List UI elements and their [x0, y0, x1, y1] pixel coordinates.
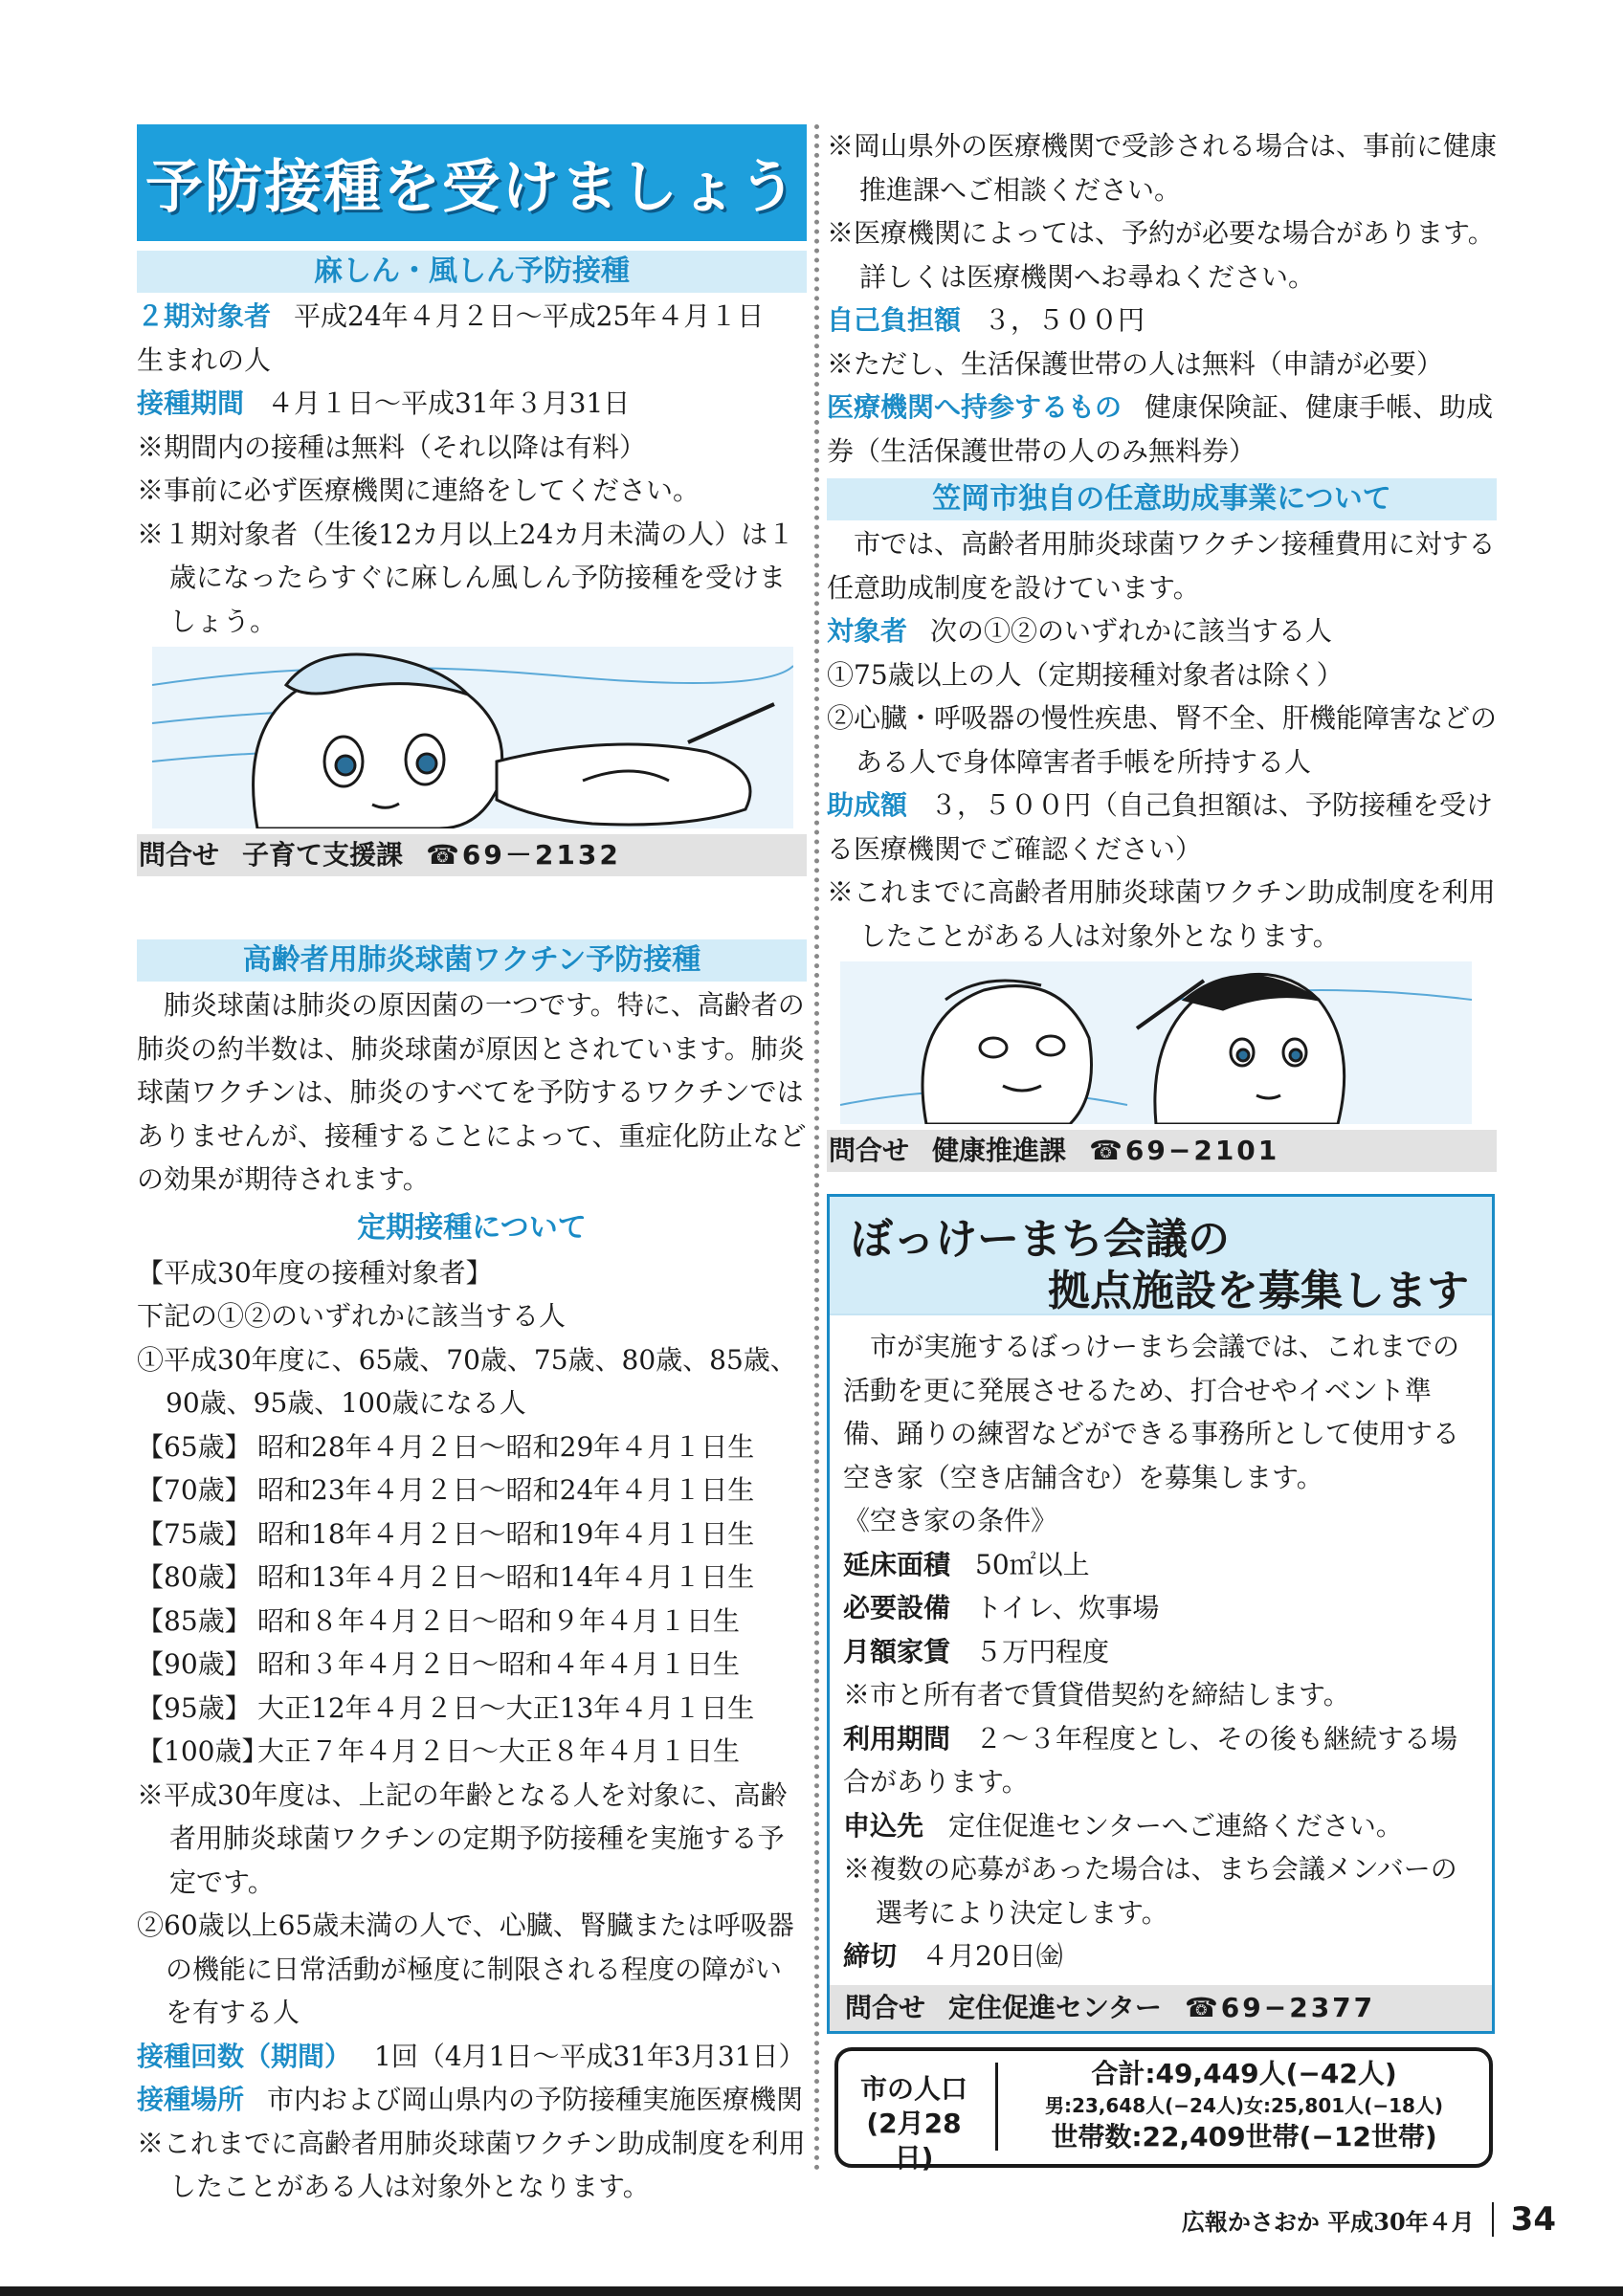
grant-text: ３，５００円（自己負担額は、予防接種を受ける医療機関でご確認ください）: [827, 789, 1494, 865]
measles-period: [137, 382, 807, 426]
bottom-rule: [0, 2286, 1623, 2296]
deadline-text: ４月20日㈮: [922, 1940, 1063, 1972]
cost-note: ※ただし、生活保護世帯の人は無料（申請が必要）: [827, 347, 1444, 380]
age-label: 【65歳】: [137, 1430, 252, 1463]
elderly-illustration-svg: [840, 961, 1472, 1124]
apply-row: [843, 1804, 1478, 1848]
age-range: 昭和23年４月２日～昭和24年４月１日生: [257, 1474, 755, 1506]
pneumo-contact-label: 問合せ: [829, 1135, 910, 1166]
equip-text: トイレ、炊事場: [975, 1592, 1160, 1623]
left-column: [137, 124, 807, 2209]
routine-plan-note: ※平成30年度は、上記の年齢となる人を対象に、高齢者用肺炎球菌ワクチンの定期予防接種を実施する予定です。: [137, 1778, 788, 1898]
routine-heading: 定期接種について: [357, 1210, 587, 1245]
age-row: [137, 1512, 807, 1556]
measles-target: [137, 295, 807, 339]
age-row: [137, 1643, 807, 1687]
population-label: [852, 2072, 976, 2175]
age-row: [137, 1600, 807, 1644]
multi-note: ※複数の応募があった場合は、まち会議メンバーの選考により決定します。: [843, 1853, 1457, 1929]
own-grant-intro: 市では、高齢者用肺炎球菌ワクチン接種費用に対する任意助成制度を設けています。: [827, 528, 1496, 604]
right-column: [827, 124, 1497, 1172]
page-title: 予防接種を受けましょう: [145, 154, 798, 221]
routine-target-intro: 下記の①②のいずれかに該当する人: [137, 1300, 567, 1332]
age-range: 昭和８年４月２日～昭和９年４月１日生: [257, 1604, 741, 1637]
page-title-banner: [137, 124, 807, 241]
page-footer: [1182, 2200, 1556, 2239]
routine-target-title: 【平成30年度の接種対象者】: [137, 1256, 493, 1289]
footer-separator: [1492, 2202, 1494, 2237]
routine-item-1: ①平成30年度に、65歳、70歳、75歳、80歳、85歳、90歳、95歳、100歳になる人: [137, 1343, 797, 1419]
deadline-label: 締切: [843, 1940, 898, 1972]
floor-label: 延床面積: [843, 1548, 951, 1580]
routine-item-2: ②60歳以上65歳未満の人で、心臓、腎臓または呼吸器の機能に日常活動が極度に制限される程度の障がいを有する人: [137, 1910, 794, 2028]
age-label: 【90歳】: [137, 1648, 252, 1680]
bokke-announcement-box: [827, 1194, 1495, 2034]
own-item-1: ①75歳以上の人（定期接種対象者は除く）: [827, 658, 1344, 691]
term-row: [843, 1717, 1478, 1804]
population-male-female: 男:23,648人(−24人)女:25,801人(−18人): [1044, 2094, 1444, 2117]
count-text: 1回（4月1日～平成31年3月31日）: [374, 2040, 806, 2072]
lease-note: ※市と所有者で賃貸借契約を締結します。: [843, 1679, 1350, 1711]
age-label: 【85歳】: [137, 1604, 252, 1637]
own-item-2: ②心臓・呼吸器の慢性疾患、腎不全、肝機能障害などのある人で身体障害者手帳を所持する人: [827, 702, 1498, 778]
bokke-cond-title: 《空き家の条件》: [843, 1505, 1058, 1536]
bokke-contact: [830, 1985, 1492, 2031]
routine-prev-note: ※これまでに高齢者用肺炎球菌ワクチン助成制度を利用したことがある人は対象外となります。: [137, 2127, 806, 2202]
population-total: 合計:49,449人(−42人): [1091, 2058, 1397, 2089]
population-separator: [995, 2063, 998, 2151]
measles-period-label: 接種期間: [137, 387, 245, 419]
elderly-vaccination-illustration: [840, 961, 1472, 1124]
bring-label: 医療機関へ持参するもの: [827, 391, 1123, 423]
own-target-text: 次の①②のいずれかに該当する人: [930, 615, 1333, 647]
column-divider: [814, 124, 819, 2172]
bring-text: 健康保険証、健康手帳、助成券（生活保護世帯の人のみ無料券）: [827, 391, 1494, 467]
measles-period-text: ４月１日～平成31年３月31日: [267, 387, 631, 419]
place-text: 市内および岡山県内の予防接種実施医療機関: [267, 2084, 804, 2115]
page-number: 34: [1510, 2200, 1556, 2239]
pneumo-heading: 高齢者用肺炎球菌ワクチン予防接種: [137, 939, 807, 982]
age-row: [137, 1468, 807, 1512]
cost-text: ３，５００円: [984, 304, 1145, 336]
measles-heading: 麻しん・風しん予防接種: [137, 251, 807, 293]
age-label: 【100歳】: [137, 1735, 269, 1767]
age-range: 昭和３年４月２日～昭和４年４月１日生: [257, 1648, 741, 1680]
measles-target-text-2: 生まれの人: [137, 343, 272, 376]
pneumo-contact-phone: ☎69−2101: [1089, 1135, 1280, 1166]
rent-text: ５万円程度: [975, 1635, 1110, 1667]
population-households: 世帯数:22,409世帯(−12世帯): [1051, 2121, 1437, 2152]
bokke-intro: 市が実施するぼっけーまち会議では、これまでの活動を更に発展させるため、打合せやイベント準備、踊りの練習などができる事務所として使用する空き家（空き店舗含む）を募集します。: [843, 1331, 1460, 1493]
bokke-title: [830, 1197, 1492, 1315]
floor-row: [843, 1543, 1478, 1587]
count-label: 接種回数（期間）: [137, 2040, 352, 2072]
rent-label: 月額家賃: [843, 1635, 951, 1667]
bring-row: [827, 386, 1497, 473]
measles-contact-phone: ☎69－2132: [426, 839, 621, 871]
reservation-note: ※医療機関によっては、予約が必要な場合があります。詳しくは医療機関へお尋ねください。: [827, 217, 1495, 293]
equip-label: 必要設備: [843, 1592, 951, 1623]
own-prev-note: ※これまでに高齢者用肺炎球菌ワクチン助成制度を利用したことがある人は対象外となります。: [827, 876, 1496, 952]
population-date: (2月28日): [866, 2108, 962, 2174]
publication-name: 広報かさおか 平成30年４月: [1181, 2207, 1475, 2236]
pneumo-contact: [827, 1130, 1497, 1172]
population-box: [834, 2047, 1493, 2174]
age-label: 【80歳】: [137, 1561, 252, 1593]
age-label: 【70歳】: [137, 1474, 252, 1506]
age-range: 大正７年４月２日～大正８年４月１日生: [257, 1735, 741, 1767]
equip-row: [843, 1586, 1478, 1630]
count-row: [137, 2035, 807, 2079]
own-grant-heading: 笠岡市独自の任意助成事業について: [827, 478, 1497, 520]
measles-contact: [137, 834, 807, 876]
bokke-contact-dept: 定住促進センター: [948, 1992, 1162, 2023]
cost-label: 自己負担額: [827, 304, 962, 336]
age-label: 【95歳】: [137, 1691, 252, 1724]
age-range: 昭和18年４月２日～昭和19年４月１日生: [257, 1517, 755, 1550]
rent-row: [843, 1630, 1478, 1674]
outside-pref-note: ※岡山県外の医療機関で受診される場合は、事前に健康推進課へご相談ください。: [827, 130, 1498, 206]
deadline-row: [843, 1934, 1478, 1978]
child-vaccination-illustration: [152, 647, 793, 828]
floor-text: 50㎡以上: [975, 1548, 1090, 1580]
age-range: 昭和28年４月２日～昭和29年４月１日生: [257, 1430, 755, 1463]
measles-note-2: ※事前に必ず医療機関に連絡をしてください。: [137, 475, 700, 506]
bokke-contact-label: 問合せ: [845, 1992, 926, 2023]
measles-target-text-1: 平成24年４月２日～平成25年４月１日: [294, 300, 765, 332]
measles-note-3: ※１期対象者（生後12カ月以上24カ月未満の人）は１歳になったらすぐに麻しん風しん予防接種を受けましょう。: [137, 518, 795, 637]
pneumo-contact-dept: 健康推進課: [932, 1135, 1067, 1166]
place-label: 接種場所: [137, 2084, 245, 2115]
bokke-title-line-1: ぼっけーまち会議の: [851, 1215, 1230, 1264]
bokke-contact-phone: ☎69−2377: [1184, 1992, 1376, 2023]
child-illustration-svg: [152, 647, 793, 828]
grant-label: 助成額: [827, 789, 908, 821]
measles-target-label: ２期対象者: [137, 300, 272, 332]
measles-note-1: ※期間内の接種は無料（それ以降は有料）: [137, 430, 647, 463]
term-text: ２～３年程度とし、その後も継続する場合があります。: [843, 1722, 1458, 1798]
measles-contact-dept: 子育て支援課: [242, 839, 404, 871]
own-target-row: [827, 609, 1497, 653]
bokke-body: [830, 1315, 1492, 1978]
age-label: 【75歳】: [137, 1517, 252, 1550]
measles-contact-label: 問合せ: [139, 839, 220, 871]
apply-text: 定住促進センターへご連絡ください。: [948, 1809, 1403, 1842]
own-target-label: 対象者: [827, 615, 908, 647]
age-row: [137, 1556, 807, 1600]
cost-row: [827, 298, 1497, 342]
bokke-title-line-2: 拠点施設を募集します: [1048, 1267, 1469, 1315]
term-label: 利用期間: [843, 1722, 951, 1755]
population-stats: [1007, 2057, 1481, 2154]
grant-row: [827, 784, 1497, 871]
age-range: 昭和13年４月２日～昭和14年４月１日生: [257, 1561, 755, 1593]
apply-label: 申込先: [843, 1809, 924, 1842]
place-row: [137, 2078, 807, 2122]
population-label-title: 市の人口: [859, 2073, 967, 2105]
age-range: 大正12年４月２日～大正13年４月１日生: [257, 1691, 755, 1724]
pneumo-intro: 肺炎球菌は肺炎の原因菌の一つです。特に、高齢者の肺炎の約半数は、肺炎球菌が原因とされています。肺炎球菌ワクチンは、肺炎のすべてを予防するワクチンではありませんが、接種することによって、重症化防止などの効果が期待されます。: [137, 989, 807, 1195]
age-row: [137, 1687, 807, 1731]
age-row: [137, 1730, 807, 1774]
age-row: [137, 1425, 807, 1469]
